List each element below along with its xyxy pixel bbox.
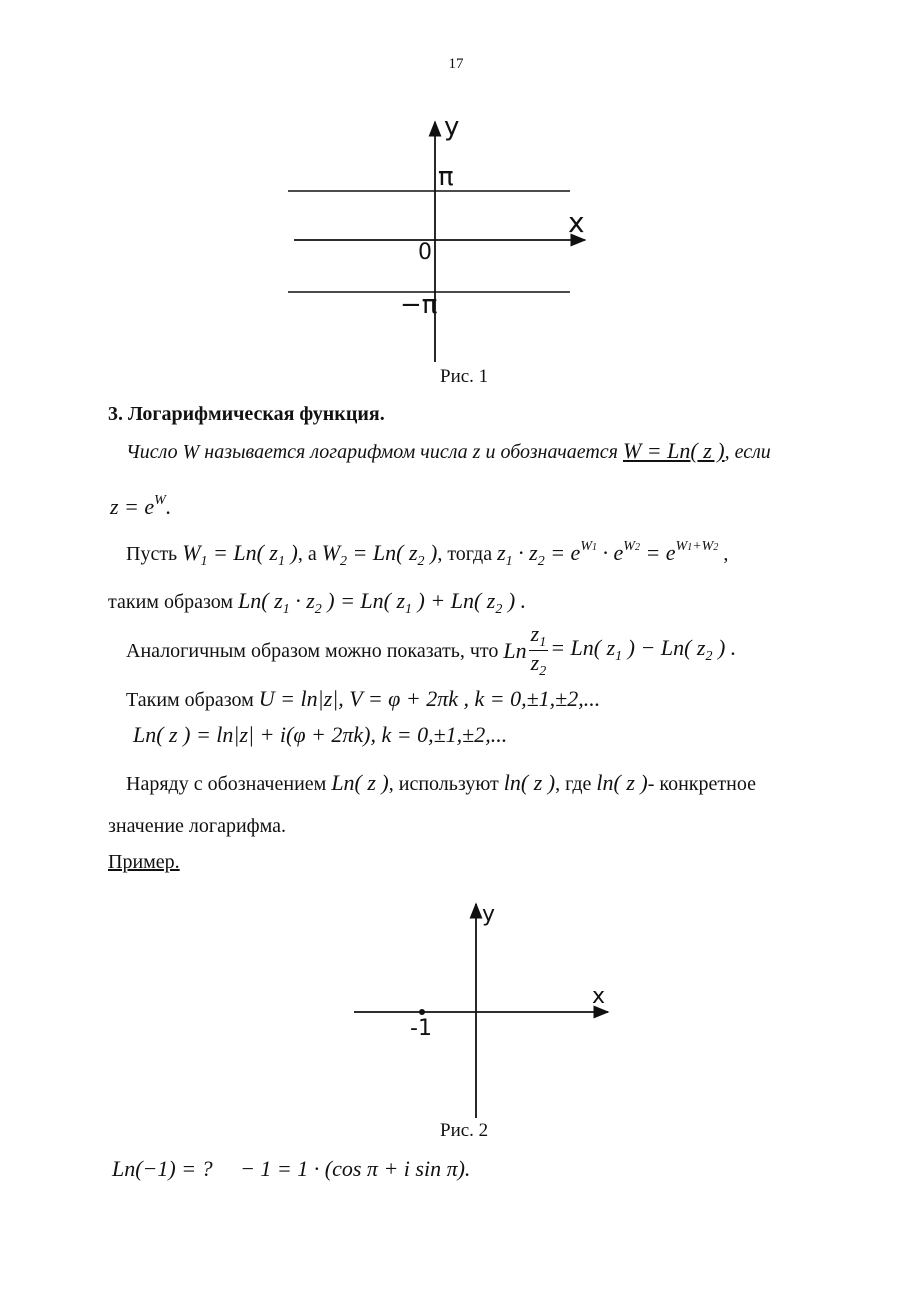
definition-formula: W = Ln( z ) (622, 438, 725, 463)
definition-text: Число W называется логарифмом числа z и обозначается (126, 441, 623, 463)
figure-2-graph (350, 900, 620, 1120)
page-number: 17 (448, 56, 464, 72)
line3-t1: Пусть (126, 543, 183, 565)
line-log-value: значение логарифма. (108, 815, 287, 837)
line-ln-product (108, 590, 526, 617)
line8-t4: - конкретное (647, 773, 756, 795)
exp-sup: W (154, 493, 166, 508)
line-ln-quotient: Аналогичным образом можно показать, что Ln $\frac{z_1}{z_2}$ = Ln( $z_1$ ) − Ln( $z_2$ ) . (126, 621, 737, 680)
y-axis-label: y (444, 112, 460, 142)
product-exp-formula: $z_1 \cdot z_2 = e^{W1} \cdot e^{W2} = e^{W1+W2}$ (497, 539, 719, 569)
line8-t3: , где (555, 773, 597, 795)
x-axis-label: x (568, 206, 585, 239)
definition-line (126, 440, 771, 462)
ln-general-formula: Ln( z ) = ln|z| + i(φ + 2πk), k = 0,±1,±2,... (133, 722, 508, 747)
w1-formula: $W_1 = Ln$( $z_1$ ) (182, 540, 298, 569)
figure-2 (350, 900, 620, 1120)
line-u-v (126, 688, 600, 710)
definition-tail: , если (724, 441, 771, 463)
w2-formula: $W_2 = Ln$( $z_2$ ) (321, 540, 438, 569)
line4-t1: таким образом (108, 591, 239, 613)
figure-1-graph (280, 118, 600, 368)
line3-t2: , а (297, 543, 322, 565)
example-heading: Пример. (108, 851, 180, 873)
x-axis-label-2: x (592, 984, 606, 1009)
pi-label: π (438, 162, 454, 192)
line8-t1: Наряду с обозначением (126, 773, 332, 795)
point-minus-one (419, 1009, 425, 1015)
exp-definition: $z = e^W$. (110, 493, 172, 519)
final-formula: Ln(−1) = ? − 1 = 1 · (cos π + i sin π). (112, 1156, 471, 1181)
line3-t3: , тогда (437, 543, 498, 565)
figure-2-caption: Рис. 2 (440, 1120, 489, 1141)
line6-t1: Таким образом (126, 689, 259, 711)
u-v-formula: U = ln|z|, V = φ + 2πk , k = 0,±1,±2,... (258, 686, 601, 711)
line-product: Пусть $W_1 = Ln$( $z_1$ ), а $W_2 = Ln$( $z_2$ ), тогда $z_1 \cdot z_2 = e^{W1} \cdot e^{W2} = e^{W1+W2}$ , (126, 539, 729, 569)
neg-pi-label: −π (400, 290, 438, 320)
line-ln-general (133, 724, 507, 746)
figure-1 (280, 112, 600, 368)
point-label: -1 (410, 1016, 432, 1041)
zero-label: 0 (418, 240, 432, 265)
exp-formula: z = e (110, 494, 155, 519)
ln-product-formula: Ln( $z_1 \cdot z_2$ ) = Ln( $z_1$ ) + Ln( $z_2$ ) . (238, 588, 527, 617)
section-heading: 3. Логарифмическая функция. (108, 403, 385, 425)
ln-quotient-formula: = Ln( $z_1$ ) − Ln( $z_2$ ) . (550, 635, 737, 665)
line-notation: Наряду с обозначением Ln( z ), используют ln( z ), где ln( z )- конкретное (126, 770, 756, 795)
line8-t2: , используют (388, 773, 504, 795)
line5-t1: Аналогичным образом можно показать, что (126, 639, 504, 662)
figure-1-caption: Рис. 1 (440, 366, 489, 387)
y-axis-label-2: y (482, 902, 496, 927)
quotient-fraction: $\frac{z_1}{z_2}$ (530, 621, 547, 680)
